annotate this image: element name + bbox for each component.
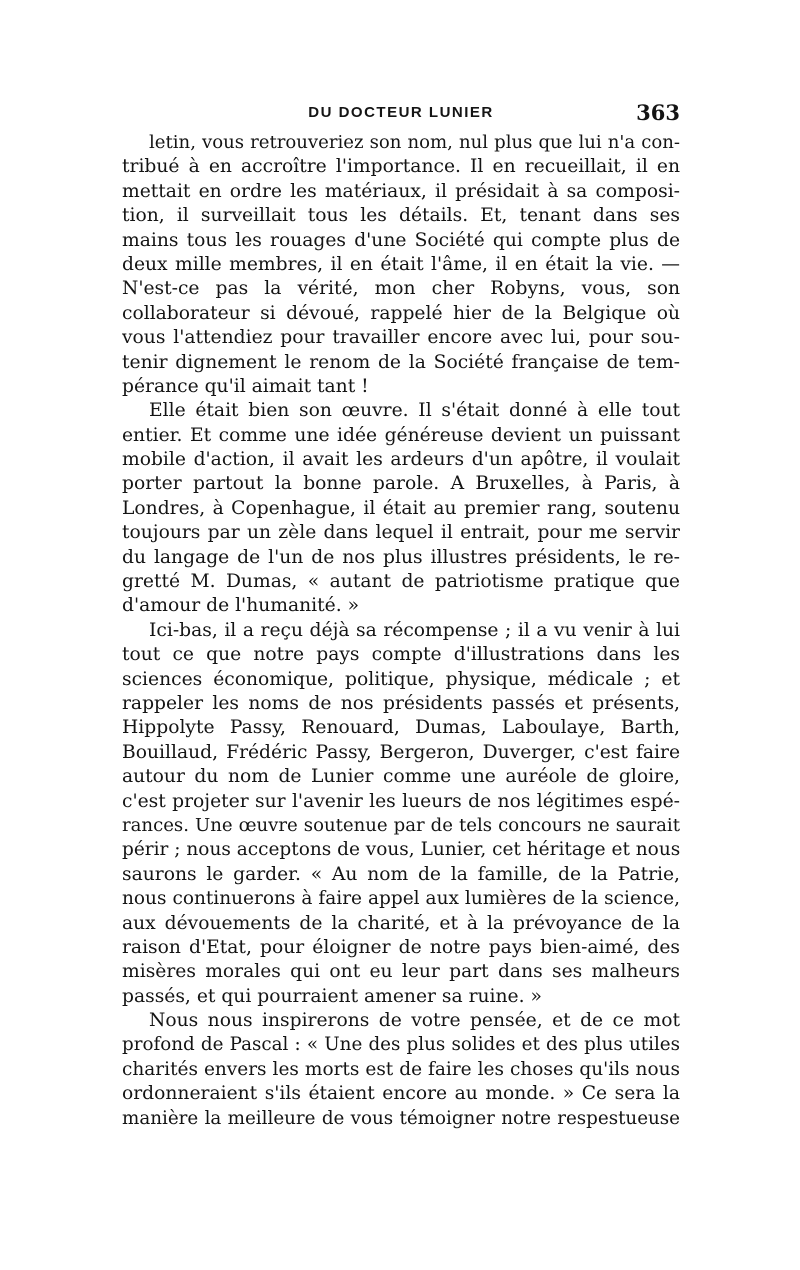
paragraph	[122, 131, 680, 399]
text-line: toujours par un zèle dans lequel il entrait, pour me servir	[122, 522, 680, 544]
text-line: autour du nom de Lunier comme une auréole de gloire,	[122, 766, 680, 788]
text-line: misères morales qui ont eu leur part dans ses malheurs	[122, 961, 680, 983]
text-line: Elle était bien son œuvre. Il s'était donné à elle tout	[149, 400, 680, 422]
paragraph	[122, 619, 680, 1009]
text-line: profond de Pascal : « Une des plus solides et des plus utiles	[122, 1034, 680, 1056]
text-line: Londres, à Copenhague, il était au premier rang, soutenu	[122, 497, 680, 519]
text-line: du langage de l'un de nos plus illustres présidents, le re-	[122, 546, 680, 568]
text-line: saurons le garder. « Au nom de la famille, de la Patrie,	[122, 863, 680, 885]
text-line: aux dévouements de la charité, et à la prévoyance de la	[122, 912, 680, 934]
text-line: manière la meilleure de vous témoigner notre respestueuse	[122, 1107, 680, 1129]
text-line: rappeler les noms de nos présidents passés et présents,	[122, 692, 680, 714]
text-line: tion, il surveillait tous les détails. Et, tenant dans ses	[122, 205, 680, 227]
text-line: pérance qu'il aimait tant !	[122, 375, 369, 397]
text-line: N'est-ce pas la vérité, mon cher Robyns, vous, son	[122, 278, 680, 300]
text-line: rances. Une œuvre soutenue par de tels concours ne saurait	[122, 814, 680, 836]
text-line: tenir dignement le renom de la Société française de tem-	[122, 351, 680, 373]
text-line: nous continuerons à faire appel aux lumières de la science,	[122, 888, 680, 910]
running-title: DU DOCTEUR LUNIER	[308, 104, 494, 121]
text-line: vous l'attendiez pour travailler encore avec lui, pour sou-	[122, 327, 680, 349]
text-line: tribué à en accroître l'importance. Il en recueillait, il en	[122, 156, 680, 178]
text-line: entier. Et comme une idée généreuse devient un puissant	[122, 424, 680, 446]
text-line: Nous nous inspirerons de votre pensée, et de ce mot	[149, 1010, 680, 1032]
text-line: Ici-bas, il a reçu déjà sa récompense ; il a vu venir à lui	[149, 619, 680, 641]
text-line: charités envers les morts est de faire les choses qu'ils nous	[122, 1058, 680, 1080]
text-line: letin, vous retrouveriez son nom, nul plus que lui n'a con-	[149, 132, 680, 153]
text-line: passés, et qui pourraient amener sa ruine. »	[122, 985, 542, 1007]
text-line: sciences économique, politique, physique, médicale ; et	[122, 668, 680, 690]
paragraph	[122, 399, 680, 619]
text-line: porter partout la bonne parole. A Bruxelles, à Paris, à	[122, 473, 680, 495]
text-line: c'est projeter sur l'avenir les lueurs de nos légitimes espé-	[122, 790, 680, 812]
text-line: périr ; nous acceptons de vous, Lunier, cet héritage et nous	[122, 839, 680, 861]
text-line: ordonneraient s'ils étaient encore au monde. » Ce sera la	[122, 1083, 680, 1105]
body-text	[122, 131, 680, 1131]
text-line: mains tous les rouages d'une Société qui compte plus de	[122, 229, 680, 251]
running-head	[122, 100, 680, 128]
text-line: tout ce que notre pays compte d'illustrations dans les	[122, 644, 680, 666]
paragraph	[122, 1009, 680, 1131]
text-line: deux mille membres, il en était l'âme, il en était la vie. —	[122, 253, 680, 275]
text-line: collaborateur si dévoué, rappelé hier de la Belgique où	[122, 302, 680, 324]
text-line: d'amour de l'humanité. »	[122, 595, 360, 617]
text-line: gretté M. Dumas, « autant de patriotisme pratique que	[122, 571, 680, 593]
text-line: Bouillaud, Frédéric Passy, Bergeron, Duverger, c'est faire	[122, 741, 680, 763]
text-line: Hippolyte Passy, Renouard, Dumas, Laboulaye, Barth,	[122, 717, 680, 739]
text-line: mettait en ordre les matériaux, il présidait à sa composi-	[122, 180, 680, 202]
page-number: 363	[636, 100, 680, 125]
text-line: raison d'Etat, pour éloigner de notre pays bien-aimé, des	[122, 936, 680, 958]
text-line: mobile d'action, il avait les ardeurs d'un apôtre, il voulait	[122, 449, 680, 471]
